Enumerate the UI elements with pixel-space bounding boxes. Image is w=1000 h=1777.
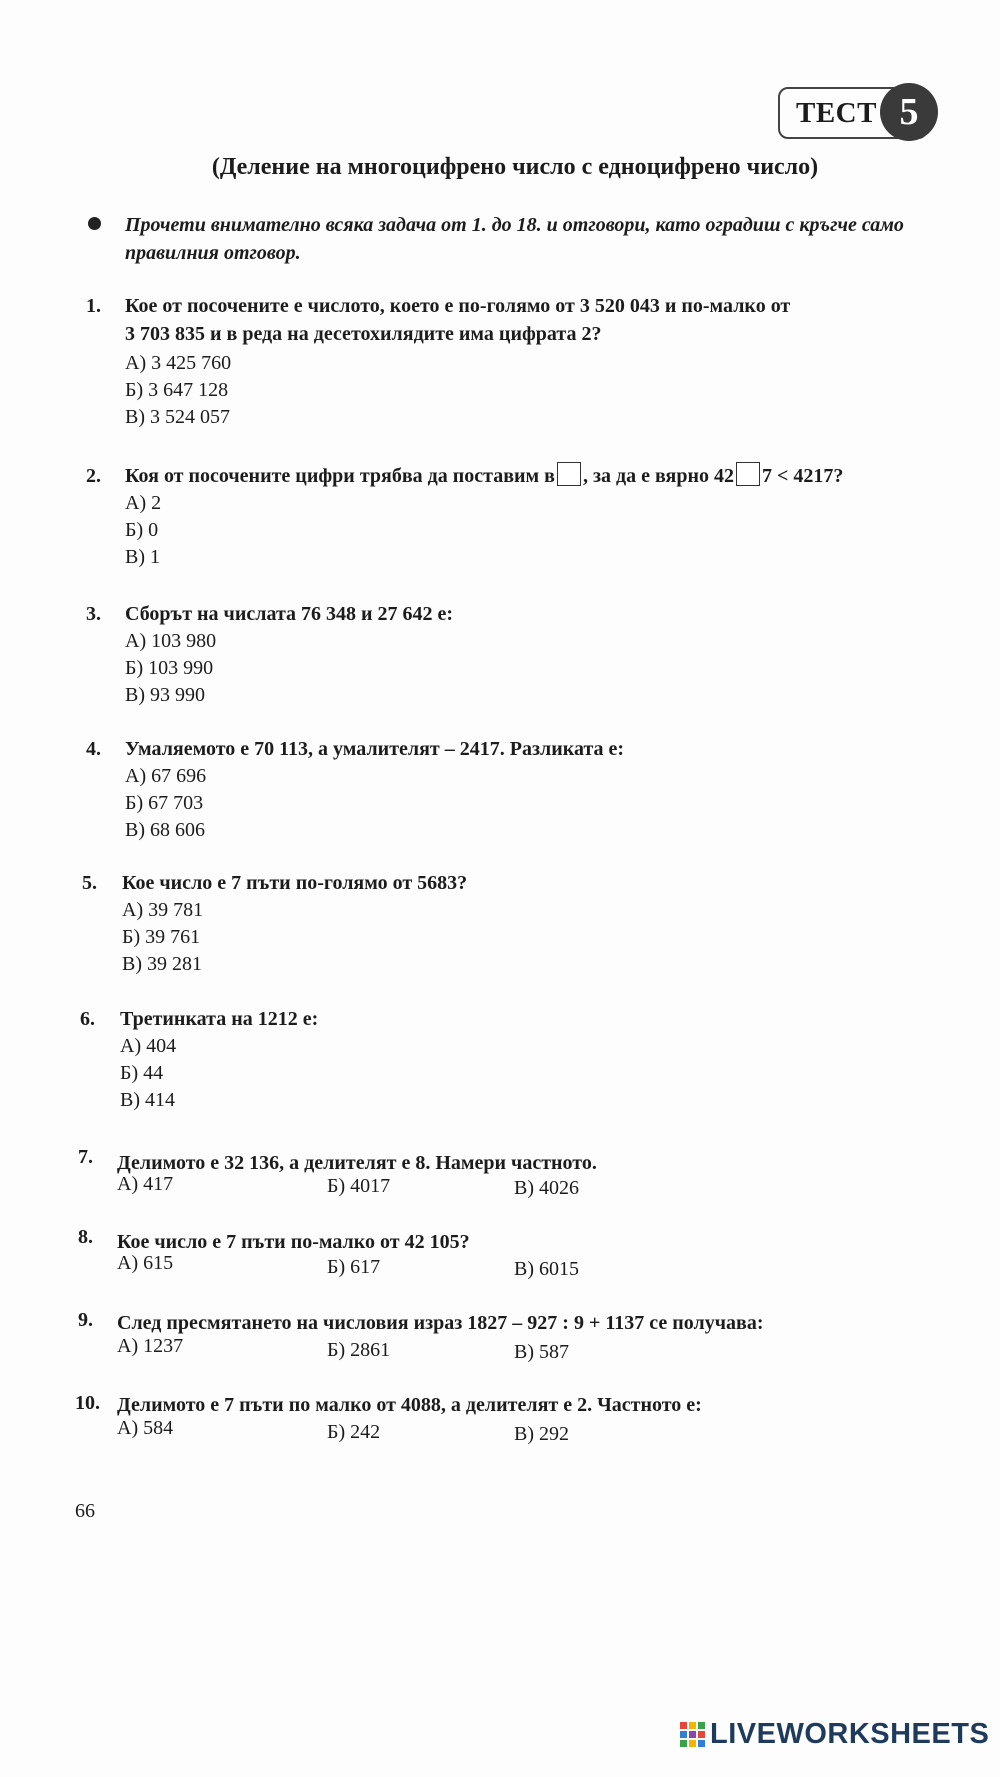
question-number: 5. bbox=[82, 872, 97, 894]
answer-box[interactable] bbox=[736, 462, 760, 486]
logo-square bbox=[680, 1722, 687, 1729]
question-number: 9. bbox=[78, 1309, 93, 1331]
test-label: ТЕСТ bbox=[796, 97, 877, 129]
answer-option-a[interactable]: А) 67 696 bbox=[125, 765, 207, 787]
logo-square bbox=[680, 1731, 687, 1738]
question-number: 4. bbox=[86, 738, 101, 760]
question-number: 3. bbox=[86, 603, 101, 625]
answer-option-b[interactable]: Б) 4017 bbox=[327, 1175, 391, 1197]
question-text: Кое число е 7 пъти по-малко от 42 105? bbox=[117, 1231, 470, 1253]
answer-option-c[interactable]: В) 4026 bbox=[514, 1177, 579, 1199]
answer-option-c[interactable]: В) 68 606 bbox=[125, 819, 205, 841]
answer-option-c[interactable]: В) 1 bbox=[125, 546, 160, 568]
answer-option-c[interactable]: В) 587 bbox=[514, 1341, 569, 1363]
answer-option-b[interactable]: Б) 2861 bbox=[327, 1339, 391, 1361]
logo-square bbox=[680, 1740, 687, 1747]
answer-option-b[interactable]: Б) 103 990 bbox=[125, 657, 214, 679]
answer-option-c[interactable]: В) 6015 bbox=[514, 1258, 579, 1280]
question-text: След пресмятането на числовия израз 1827 – 927 : 9 + 1137 се получава: bbox=[117, 1312, 764, 1334]
question-text-part: 7 < 4217? bbox=[762, 465, 844, 487]
logo-square bbox=[698, 1740, 705, 1747]
answer-option-c[interactable]: В) 292 bbox=[514, 1423, 569, 1445]
logo-square bbox=[689, 1731, 696, 1738]
liveworksheets-mark-icon bbox=[680, 1722, 705, 1747]
question-text: Умаляемото е 70 113, а умалителят – 2417. Разликата е: bbox=[125, 738, 625, 760]
answer-option-c[interactable]: В) 414 bbox=[120, 1089, 175, 1111]
answer-option-a[interactable]: А) 584 bbox=[117, 1417, 174, 1439]
question-text-part: , за да е вярно 42 bbox=[582, 465, 735, 487]
answer-option-b[interactable]: Б) 617 bbox=[327, 1256, 381, 1278]
liveworksheets-logo bbox=[680, 1718, 989, 1751]
answer-option-a[interactable]: А) 404 bbox=[120, 1035, 177, 1057]
question-number: 1. bbox=[86, 295, 101, 317]
question-number: 7. bbox=[78, 1146, 93, 1168]
answer-option-b[interactable]: Б) 39 761 bbox=[122, 926, 201, 948]
question-text: Третинката на 1212 е: bbox=[120, 1008, 319, 1030]
answer-option-b[interactable]: Б) 242 bbox=[327, 1421, 381, 1443]
answer-box[interactable] bbox=[557, 462, 581, 486]
answer-option-a[interactable]: А) 1237 bbox=[117, 1335, 184, 1357]
question-text: Сборът на числата 76 348 и 27 642 е: bbox=[125, 603, 454, 625]
question-text: Кое число е 7 пъти по-голямо от 5683? bbox=[122, 872, 468, 894]
logo-square bbox=[698, 1731, 705, 1738]
test-number: 5 bbox=[880, 83, 938, 141]
question-text bbox=[125, 462, 843, 490]
answer-option-a[interactable]: А) 39 781 bbox=[122, 899, 204, 921]
question-number: 10. bbox=[75, 1392, 100, 1414]
answer-option-c[interactable]: В) 3 524 057 bbox=[125, 406, 230, 428]
answer-option-c[interactable]: В) 93 990 bbox=[125, 684, 205, 706]
answer-option-a[interactable]: А) 3 425 760 bbox=[125, 352, 232, 374]
brand-name: LIVEWORKSHEETS bbox=[710, 1718, 990, 1750]
logo-square bbox=[698, 1722, 705, 1729]
logo-square bbox=[689, 1722, 696, 1729]
answer-option-c[interactable]: В) 39 281 bbox=[122, 953, 202, 975]
question-text-continued: 3 703 835 и в реда на десетохилядите има цифрата 2? bbox=[125, 323, 602, 345]
question-number: 8. bbox=[78, 1226, 93, 1248]
page-title: (Деление на многоцифрено число с едноцифрено число) bbox=[211, 154, 819, 180]
answer-option-b[interactable]: Б) 0 bbox=[125, 519, 159, 541]
question-text: Делимото е 7 пъти по малко от 4088, а делителят е 2. Частното е: bbox=[117, 1394, 702, 1416]
question-number: 6. bbox=[80, 1008, 95, 1030]
page-number: 66 bbox=[75, 1500, 95, 1522]
question-number: 2. bbox=[86, 465, 101, 487]
answer-option-b[interactable]: Б) 44 bbox=[120, 1062, 164, 1084]
answer-option-a[interactable]: А) 417 bbox=[117, 1173, 174, 1195]
answer-option-b[interactable]: Б) 3 647 128 bbox=[125, 379, 229, 401]
question-text: Кое от посочените е числото, което е по-голямо от 3 520 043 и по-малко от bbox=[125, 295, 791, 317]
bullet-icon bbox=[88, 217, 101, 230]
answer-option-a[interactable]: А) 615 bbox=[117, 1252, 174, 1274]
logo-square bbox=[689, 1740, 696, 1747]
instruction-text: Прочети внимателно всяка задача от 1. до 18. и отговори, като оградиш с кръгче само правилния отговор. bbox=[125, 214, 904, 264]
answer-option-b[interactable]: Б) 67 703 bbox=[125, 792, 204, 814]
question-text: Делимото е 32 136, а делителят е 8. Намери частното. bbox=[117, 1152, 597, 1174]
answer-option-a[interactable]: А) 2 bbox=[125, 492, 162, 514]
test-badge bbox=[778, 87, 928, 139]
question-text-part: Коя от посочените цифри трябва да поставим в bbox=[125, 465, 555, 487]
answer-option-a[interactable]: А) 103 980 bbox=[125, 630, 217, 652]
